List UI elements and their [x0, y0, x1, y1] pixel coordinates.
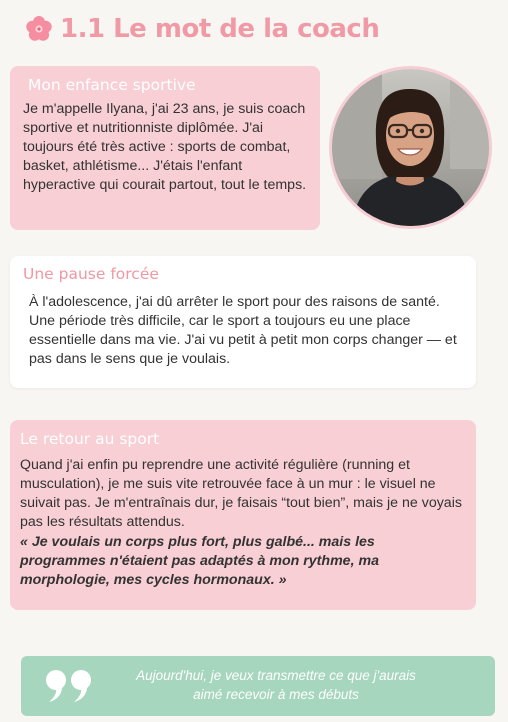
section-pause	[10, 256, 476, 388]
closing-banner-text	[126, 666, 426, 704]
cherry-blossom-icon	[24, 14, 54, 44]
section-enfance	[10, 66, 320, 230]
page-title-row	[24, 14, 379, 44]
banner-line-1: Aujourd'hui, je veux transmettre ce que j'aurais	[136, 668, 416, 683]
banner-line-2: aimé recevoir à mes débuts	[193, 687, 359, 702]
coach-portrait-image	[332, 69, 489, 226]
coach-portrait	[329, 66, 492, 229]
section-retour-text: Quand j'ai enfin pu reprendre une activité régulière (running et musculation), je me suis vite retrouvée face à un mur : le visuel ne suivait pas. Je m'entraînais dur, je faisais “tout bien”, mais je ne voyais pas les résultats attendus.	[20, 457, 462, 530]
section-enfance-text: Je m'appelle Ilyana, j'ai 23 ans, je suis coach sportive et nutritionniste diplômée. J'ai toujours été très active : sports de combat, basket, athlétisme... J'étais l'enfant hyperactive qui courait partout, tout le temps.	[23, 101, 307, 193]
section-pause-heading: Une pause forcée	[23, 265, 159, 283]
section-pause-text: À l'adolescence, j'ai dû arrêter le sport pour des raisons de santé. Une période très difficile, car le sport a toujours eu une place essentielle dans ma vie. J'ai vu petit à petit mon corps changer — et pas dans le sens que je voulais.	[29, 294, 457, 367]
section-retour	[10, 420, 476, 610]
page-title: 1.1 Le mot de la coach	[60, 14, 380, 44]
section-enfance-heading: Mon enfance sportive	[28, 76, 196, 94]
section-retour-heading: Le retour au sport	[20, 430, 160, 448]
section-retour-quote: « Je voulais un corps plus fort, plus galbé... mais les programmes n'étaient pas adaptés à mon rythme, ma morphologie, mes cycles hormonaux. »	[20, 534, 379, 588]
quote-icon	[45, 668, 95, 704]
closing-banner	[21, 656, 495, 716]
